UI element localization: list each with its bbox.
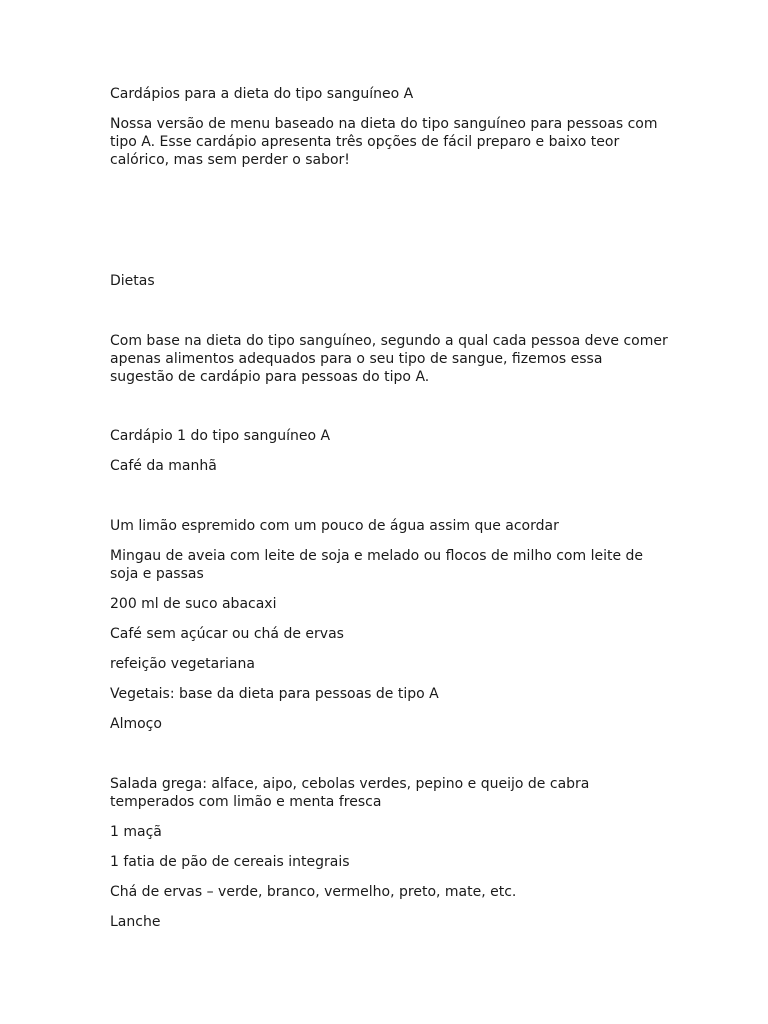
list-item: Mingau de aveia com leite de soja e melado ou flocos de milho com leite de soja e passas (110, 548, 644, 582)
menu-title: Cardápio 1 do tipo sanguíneo A (110, 428, 331, 444)
list-item: Vegetais: base da dieta para pessoas de tipo A (110, 686, 439, 702)
list-item: Salada grega: alface, aipo, cebolas verdes, pepino e queijo de cabra temperados com limão e menta fresca (110, 776, 590, 810)
list-item: 200 ml de suco abacaxi (110, 596, 277, 612)
breakfast-heading: Café da manhã (110, 458, 217, 474)
list-item: Chá de ervas – verde, branco, vermelho, preto, mate, etc. (110, 884, 517, 900)
document-title: Cardápios para a dieta do tipo sanguíneo A (110, 86, 414, 102)
list-item: 1 maçã (110, 824, 162, 840)
list-item: Café sem açúcar ou chá de ervas (110, 626, 344, 642)
intro-paragraph: Nossa versão de menu baseado na dieta do tipo sanguíneo para pessoas com tipo A. Esse cardápio apresenta três opções de fácil preparo e baixo teor calórico, mas sem perder o sabor! (110, 116, 658, 168)
base-paragraph: Com base na dieta do tipo sanguíneo, segundo a qual cada pessoa deve comer apenas alimentos adequados para o seu tipo de sangue, fizemos essa sugestão de cardápio para pessoas do tipo A. (110, 333, 668, 385)
snack-heading: Lanche (110, 914, 161, 930)
list-item: refeição vegetariana (110, 656, 255, 672)
list-item: 1 fatia de pão de cereais integrais (110, 854, 350, 870)
list-item: Um limão espremido com um pouco de água assim que acordar (110, 518, 559, 534)
lunch-heading: Almoço (110, 716, 162, 732)
section-label: Dietas (110, 273, 155, 289)
